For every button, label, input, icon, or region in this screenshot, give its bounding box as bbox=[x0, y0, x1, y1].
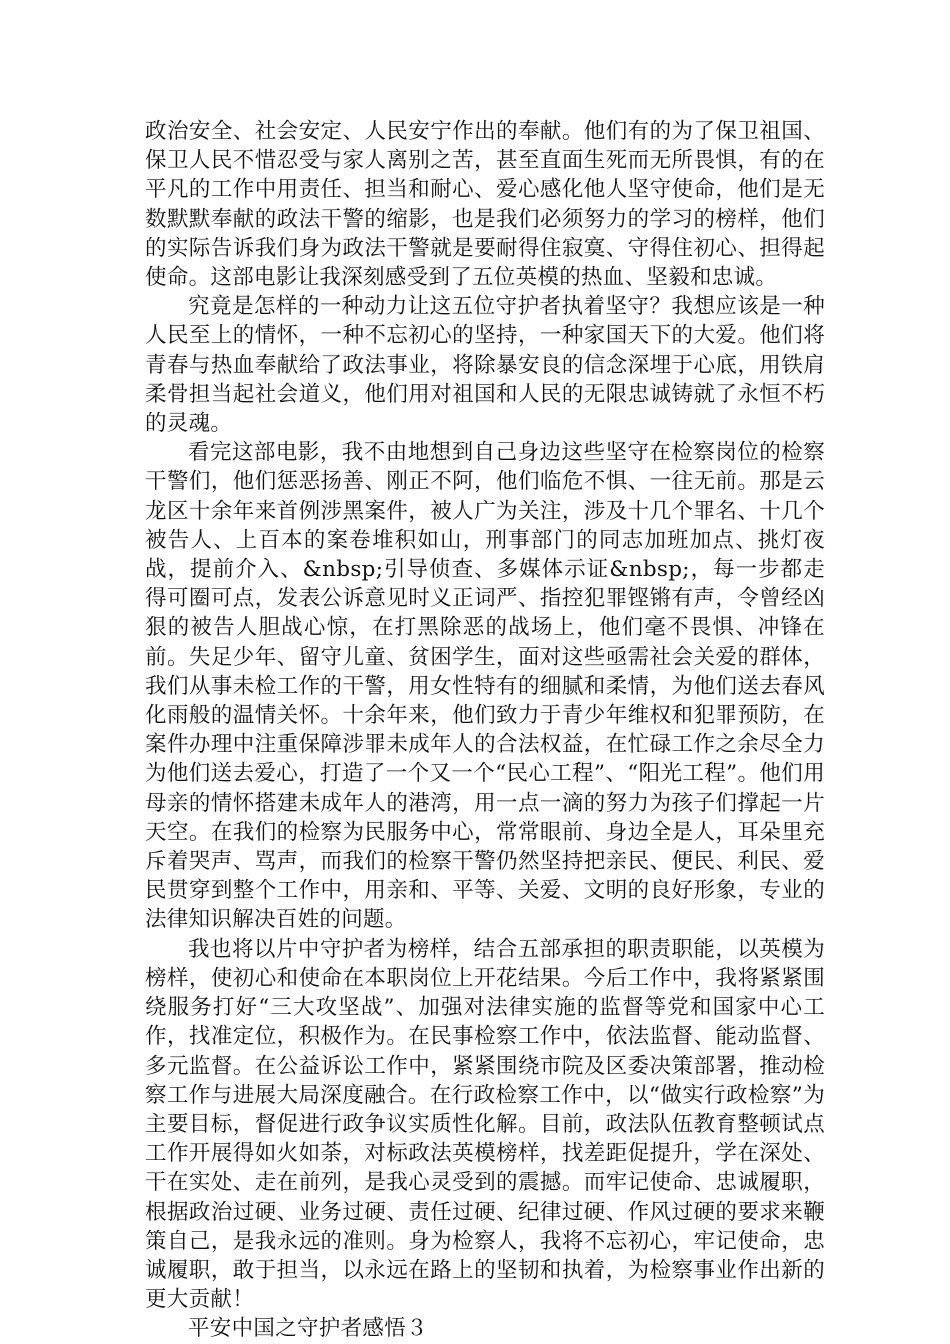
document-body bbox=[145, 117, 825, 1344]
section-heading: 平安中国之守护者感悟３ bbox=[188, 1316, 428, 1342]
paragraph-3: 看完这部电影，我不由地想到自己身边这些坚守在检察岗位的检察干警们，他们惩恶扬善、刚正不阿，他们临危不惧、一往无前。那是云龙区十余年来首例涉黑案件，被人广为关注，涉及十几个罪名、十几个被告人、上百本的案卷堆积如山，刑事部门的同志加班加点、挑灯夜战，提前介入、&nbsp;引导侦查、多媒体示证&nbsp;，每一步都走得可圈可点，发表公诉意见时义正词严、指控犯罪铿锵有声，令曾经凶狠的被告人胆战心惊，在打黑除恶的战场上，他们毫不畏惧、冲锋在前。失足少年、留守儿童、贫困学生，面对这些亟需社会关爱的群体，我们从事未检工作的干警，用女性特有的细腻和柔情，为他们送去春风化雨般的温情关怀。十余年来，他们致力于青少年维权和犯罪预防，在案件办理中注重保障涉罪未成年人的合法权益，在忙碌工作之余尽全力为他们送去爱心，打造了一个又一个“民心工程”、“阳光工程”。他们用母亲的情怀搭建未成年人的港湾，用一点一滴的努力为孩子们撑起一片天空。在我们的检察为民服务中心，常常眼前、身边全是人，耳朵里充斥着哭声、骂声，而我们的检察干警仍然坚持把亲民、便民、利民、爱民贯穿到整个工作中，用亲和、平等、关爱、文明的良好形象，专业的法律知识解决百姓的问题。 bbox=[145, 440, 825, 933]
paragraph-2: 究竟是怎样的一种动力让这五位守护者执着坚守？我想应该是一种人民至上的情怀，一种不忘初心的坚持，一种家国天下的大爱。他们将青春与热血奉献给了政法事业，将除暴安良的信念深埋于心底，用铁肩柔骨担当起社会道义，他们用对祖国和人民的无限忠诚铸就了永恒不朽的灵魂。 bbox=[145, 294, 825, 437]
paragraph-4: 我也将以片中守护者为榜样，结合五部承担的职责职能，以英模为榜样，使初心和使命在本职岗位上开花结果。今后工作中，我将紧紧围绕服务打好“三大攻坚战”、加强对法律实施的监督等党和国家中心工作，找准定位，积极作为。在民事检察工作中，依法监督、能动监督、多元监督。在公益诉讼工作中，紧紧围绕市院及区委决策部署，推动检察工作与进展大局深度融合。在行政检察工作中，以“做实行政检察”为主要目标，督促进行政争议实质性化解。目前，政法队伍教育整顿试点工作开展得如火如荼，对标政法英模榜样，找差距促提升，学在深处、干在实处、走在前列，是我心灵受到的震撼。而牢记使命、忠诚履职，根据政治过硬、业务过硬、责任过硬、纪律过硬、作风过硬的要求来鞭策自己，是我永远的准则。身为检察人，我将不忘初心，牢记使命，忠诚履职，敢于担当，以永远在路上的坚韧和执着，为检察事业作出新的更大贡献！ bbox=[145, 936, 825, 1313]
paragraph-1: 政治安全、社会安定、人民安宁作出的奉献。他们有的为了保卫祖国、保卫人民不惜忍受与家人离别之苦，甚至直面生死而无所畏惧，有的在平凡的工作中用责任、担当和耐心、爱心感化他人坚守使命，他们是无数默默奉献的政法干警的缩影，也是我们必须努力的学习的榜样，他们的实际告诉我们身为政法干警就是要耐得住寂寞、守得住初心、担得起使命。这部电影让我深刻感受到了五位英模的热血、坚毅和忠诚。 bbox=[145, 119, 825, 291]
